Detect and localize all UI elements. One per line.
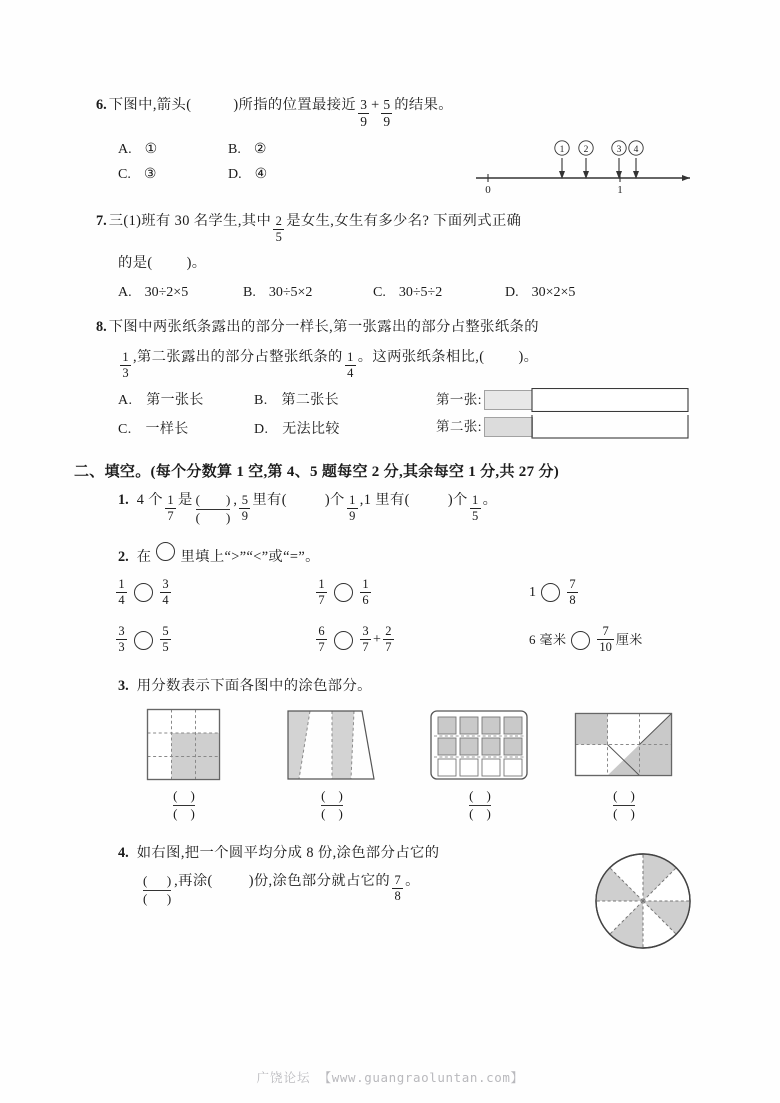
figure-4-answer-blank[interactable] (613, 789, 635, 822)
option-d-label: D. (254, 422, 269, 438)
compare-right-fraction-2 (383, 625, 394, 654)
question-7 (96, 210, 696, 304)
question-6-number: 6. (96, 97, 107, 113)
s2q1-text-7: )个 (447, 492, 468, 509)
fraction-numerator: 1 (118, 576, 125, 591)
compare-left-fraction (116, 578, 127, 607)
s2q4-text-b: ,再涂( (174, 872, 213, 889)
compare-right-fraction-1 (360, 625, 371, 654)
comparison-item-3 (529, 578, 696, 607)
fraction-denominator: 9 (349, 508, 356, 523)
blank-numerator: ( ) (321, 787, 343, 803)
fraction-denominator: 6 (362, 592, 369, 607)
question-8 (96, 316, 696, 446)
fraction-denominator: 7 (318, 592, 325, 607)
fraction-numerator: 3 (118, 623, 125, 638)
fraction-denominator: 8 (569, 592, 576, 607)
question-6-fraction-1 (358, 98, 369, 129)
figure-2-group (258, 705, 406, 822)
paper-strip-row-2 (436, 415, 698, 439)
compare-right-fraction (597, 625, 614, 654)
s2q1-text-8: 。 (482, 492, 498, 509)
fraction-numerator: 7 (394, 873, 401, 888)
watermark-site-url: 【www.guangraoluntan.com】 (318, 1070, 524, 1085)
figure-3-group (406, 705, 554, 822)
question-8-fraction-1 (120, 351, 131, 380)
fraction-numerator: 1 (349, 492, 356, 507)
compare-right-fraction (567, 578, 578, 607)
option-b-label: B. (228, 142, 241, 158)
compare-left-value: 1 (529, 584, 536, 600)
section2-q1-number: 1. (118, 492, 129, 509)
option-b-value: 30÷5×2 (268, 285, 313, 301)
fraction-denominator: 8 (394, 889, 401, 904)
comparison-item-2 (314, 578, 529, 607)
figure-rectangle-triangles (571, 705, 677, 785)
circle-eight-sectors-svg (590, 848, 696, 954)
s2q4-text-d: 。 (405, 872, 420, 889)
compare-left-fraction (316, 578, 327, 607)
blank-denominator: ( ) (613, 805, 635, 821)
figure-1-answer-blank[interactable] (173, 789, 195, 822)
option-b-value: ② (253, 142, 267, 158)
section2-question-2-stem (118, 542, 696, 568)
blank-numerator: ( ) (143, 872, 172, 888)
question-7-text-c: 的是( (118, 255, 153, 272)
s2q1-fraction-2 (239, 494, 250, 523)
blank-denominator: ( ) (469, 805, 491, 821)
fraction-denominator: 3 (118, 640, 125, 654)
footer-watermark (0, 1068, 780, 1086)
section2-q4-number: 4. (118, 844, 129, 861)
option-a-value: 第一张长 (146, 392, 204, 408)
comparison-answer-circle[interactable] (334, 631, 353, 650)
comparison-item-5 (314, 625, 529, 654)
question-6-text-b: )所指的位置最接近 (233, 97, 357, 113)
section2-question-3 (96, 675, 696, 822)
fraction-numerator: 3 (162, 576, 169, 591)
fraction-numerator: 7 (569, 576, 576, 591)
fraction-numerator: 7 (602, 623, 609, 638)
comparison-answer-circle[interactable] (134, 631, 153, 650)
fraction-numerator: 1 (347, 349, 354, 364)
fraction-numerator: 5 (162, 623, 169, 638)
figure-twelve-small-squares (428, 705, 532, 785)
figure-2-answer-blank[interactable] (321, 789, 343, 822)
question-8-stem-line2 (96, 346, 696, 380)
question-7-number: 7. (96, 213, 107, 229)
compare-right-unit: 厘米 (615, 631, 643, 647)
compare-plus-operator: + (373, 632, 381, 648)
fraction-numerator: 6 (318, 623, 325, 638)
option-b-value: 第二张长 (281, 392, 340, 408)
fraction-numerator: 1 (472, 492, 479, 507)
option-b[interactable] (243, 282, 373, 304)
question-7-stem (96, 210, 696, 244)
option-a-label: A. (118, 285, 132, 301)
section2-question-2 (96, 542, 696, 655)
number-line-svg (468, 134, 698, 196)
section2-question-3-stem (118, 675, 696, 697)
question-7-options (96, 282, 696, 304)
option-b-label: B. (254, 392, 268, 408)
option-d[interactable] (254, 419, 340, 441)
question-7-text-b: 是女生,女生有多少名? 下面列式正确 (286, 213, 522, 229)
comparison-answer-circle[interactable] (134, 583, 153, 602)
numberline-arrow-1-label: 1 (559, 145, 565, 155)
question-7-fraction (273, 215, 284, 244)
fraction-denominator: 7 (318, 640, 325, 654)
numberline-tick-0: 0 (485, 184, 491, 196)
section2-question-4 (96, 842, 696, 952)
question-8-text-a: 下图中两张纸条露出的部分一样长,第一张露出的部分占整张纸条的 (108, 319, 539, 336)
compare-left-value: 6 毫米 (529, 631, 567, 647)
fraction-denominator: 4 (347, 365, 354, 380)
blank-numerator: ( ) (195, 492, 231, 508)
s2q2-text-a: 在 (136, 548, 152, 565)
option-d[interactable] (505, 282, 575, 304)
s2q1-fraction-4 (470, 494, 481, 523)
s2q1-fraction-1 (165, 494, 176, 523)
fraction-denominator: 9 (241, 508, 248, 523)
fraction-denominator: 7 (167, 508, 174, 523)
watermark-site-name: 广饶论坛 (256, 1071, 311, 1085)
question-8-fraction-2 (345, 351, 356, 380)
blank-numerator: ( ) (613, 787, 635, 803)
s2q1-text-3: , (233, 492, 238, 509)
question-8-text-c: 。这两张纸条相比,( (357, 349, 485, 366)
compare-right-fraction (160, 625, 171, 654)
figure-trapezoid-slanted-strips (284, 705, 380, 785)
question-6-text-c: 的结果。 (394, 97, 453, 113)
option-d-label: D. (228, 167, 242, 183)
fraction-numerator: 3 (360, 96, 367, 112)
s2q2-text-b: 里填上“>”“<”或“=”。 (180, 548, 320, 565)
comparison-item-6 (529, 625, 696, 654)
fraction-denominator: 9 (383, 113, 391, 129)
section2-question-1-stem (118, 489, 696, 526)
question-7-text-d: )。 (186, 255, 207, 272)
fraction-numerator: 1 (318, 576, 325, 591)
option-d-value: 无法比较 (282, 422, 340, 438)
option-d-label: D. (505, 285, 519, 301)
option-a-label: A. (118, 142, 132, 158)
figure-3-answer-blank[interactable] (469, 789, 491, 822)
fraction-denominator: 4 (118, 592, 125, 607)
option-a[interactable] (118, 139, 228, 161)
numberline-arrow-2-label: 2 (583, 145, 589, 155)
fraction-numerator: 5 (383, 96, 391, 112)
shaded-figures-row (110, 705, 696, 822)
fraction-numerator: 2 (275, 213, 282, 228)
section2-q2-number: 2. (118, 548, 129, 565)
fraction-denominator: 5 (275, 229, 282, 244)
s2q1-blank-fraction[interactable] (196, 493, 231, 526)
compare-right-fraction (360, 578, 371, 607)
question-6-plus-sign: + (371, 97, 380, 113)
compare-left-fraction (316, 625, 327, 654)
option-c-value: ③ (143, 167, 157, 183)
compare-right-fraction (160, 578, 171, 607)
question-6-stem (96, 94, 696, 129)
s2q4-text-a: 如右图,把一个圆平均分成 8 份,涂色部分占它的 (136, 844, 440, 861)
comparison-grid (114, 578, 696, 655)
fraction-numerator: 1 (167, 492, 174, 507)
blank-denominator: ( ) (143, 890, 172, 906)
fraction-numerator: 3 (362, 623, 369, 638)
section2-q3-number: 3. (118, 677, 129, 694)
section2-question-1 (96, 489, 696, 526)
blank-denominator: ( ) (173, 805, 195, 821)
comparison-answer-circle[interactable] (334, 583, 353, 602)
blank-numerator: ( ) (469, 787, 491, 803)
s2q4-text-c: )份,涂色部分就占它的 (248, 872, 391, 889)
option-a[interactable] (118, 390, 254, 412)
s2q1-text-2: 是 (177, 492, 193, 509)
paper-strip-row-1 (436, 388, 698, 412)
fraction-numerator: 2 (385, 623, 392, 638)
option-d[interactable] (228, 164, 267, 186)
s2q4-blank-fraction[interactable] (143, 874, 171, 907)
s2q1-text-1: 4 个 (136, 492, 163, 509)
option-b-label: B. (243, 285, 256, 301)
option-a-value: ① (144, 142, 158, 158)
figure-square-3x3-grid (143, 705, 225, 785)
option-c-label: C. (373, 285, 386, 301)
blank-numerator: ( ) (173, 787, 195, 803)
fraction-denominator: 10 (599, 640, 612, 654)
s2q1-text-4: 里有( (252, 492, 287, 509)
fraction-numerator: 5 (241, 492, 248, 507)
option-c[interactable] (373, 282, 505, 304)
paper-strip-2-label: 第二张: (436, 418, 482, 434)
option-c[interactable] (118, 164, 228, 186)
worksheet-content (74, 94, 696, 958)
fraction-numerator: 1 (362, 576, 369, 591)
option-c-label: C. (118, 422, 132, 438)
fraction-denominator: 3 (122, 365, 129, 380)
paper-strip-1-svg (484, 388, 689, 412)
option-a-value: 30÷2×5 (144, 285, 189, 301)
comparison-item-4 (114, 625, 314, 654)
option-b[interactable] (254, 390, 339, 412)
option-d-value: 30×2×5 (531, 285, 576, 301)
fraction-denominator: 4 (162, 592, 169, 607)
option-d-value: ④ (254, 167, 268, 183)
comparison-answer-circle[interactable] (571, 631, 590, 650)
question-8-number: 8. (96, 319, 107, 336)
question-7-text-a: 三(1)班有 30 名学生,其中 (108, 213, 272, 229)
fraction-denominator: 5 (472, 508, 479, 523)
question-6-fraction-2 (381, 98, 392, 129)
fraction-denominator: 7 (385, 640, 392, 654)
numberline-arrow-3-label: 3 (616, 145, 622, 155)
number-line-diagram (468, 134, 698, 196)
paper-strip-2-svg (484, 415, 689, 439)
comparison-answer-circle[interactable] (541, 583, 560, 602)
option-c-value: 30÷5÷2 (398, 285, 443, 301)
option-c-label: C. (118, 167, 131, 183)
question-8-text-b: ,第二张露出的部分占整张纸条的 (133, 349, 343, 366)
s2q1-text-5: )个 (324, 492, 345, 509)
numberline-tick-1: 1 (617, 184, 623, 196)
s2q4-fraction (392, 874, 403, 903)
fraction-denominator: 7 (362, 640, 369, 654)
comparison-item-1 (114, 578, 314, 607)
option-a-label: A. (118, 392, 133, 408)
option-b[interactable] (228, 139, 266, 161)
paper-strip-1-label: 第一张: (436, 391, 482, 407)
blank-denominator: ( ) (321, 805, 343, 821)
numberline-arrow-4-label: 4 (633, 145, 639, 155)
compare-left-fraction (116, 625, 127, 654)
s2q1-text-6: ,1 里有( (359, 492, 410, 509)
question-6-text-a: 下图中,箭头( (108, 97, 192, 113)
section-2-heading: 二、填空。(每个分数算 1 空,第 4、5 题每空 2 分,其余每空 1 分,共 27 分) (74, 464, 560, 481)
s2q1-fraction-3 (347, 494, 358, 523)
fraction-denominator: 9 (360, 113, 367, 129)
comparison-circle-icon[interactable] (156, 542, 175, 561)
question-8-text-d: )。 (518, 349, 539, 366)
option-c-value: 一样长 (145, 422, 189, 438)
option-c[interactable] (118, 419, 254, 441)
circle-eight-sectors-diagram (590, 848, 696, 961)
blank-denominator: ( ) (195, 510, 231, 526)
question-6 (96, 94, 696, 200)
fraction-denominator: 5 (162, 640, 169, 654)
question-8-stem (96, 316, 696, 338)
option-a[interactable] (118, 282, 243, 304)
s2q3-text: 用分数表示下面各图中的涂色部分。 (136, 677, 372, 694)
figure-1-group (110, 705, 258, 822)
figure-4-group (554, 705, 694, 822)
paper-strips-diagram (436, 388, 698, 442)
fraction-numerator: 1 (122, 349, 129, 364)
question-7-stem-line2 (96, 252, 696, 274)
